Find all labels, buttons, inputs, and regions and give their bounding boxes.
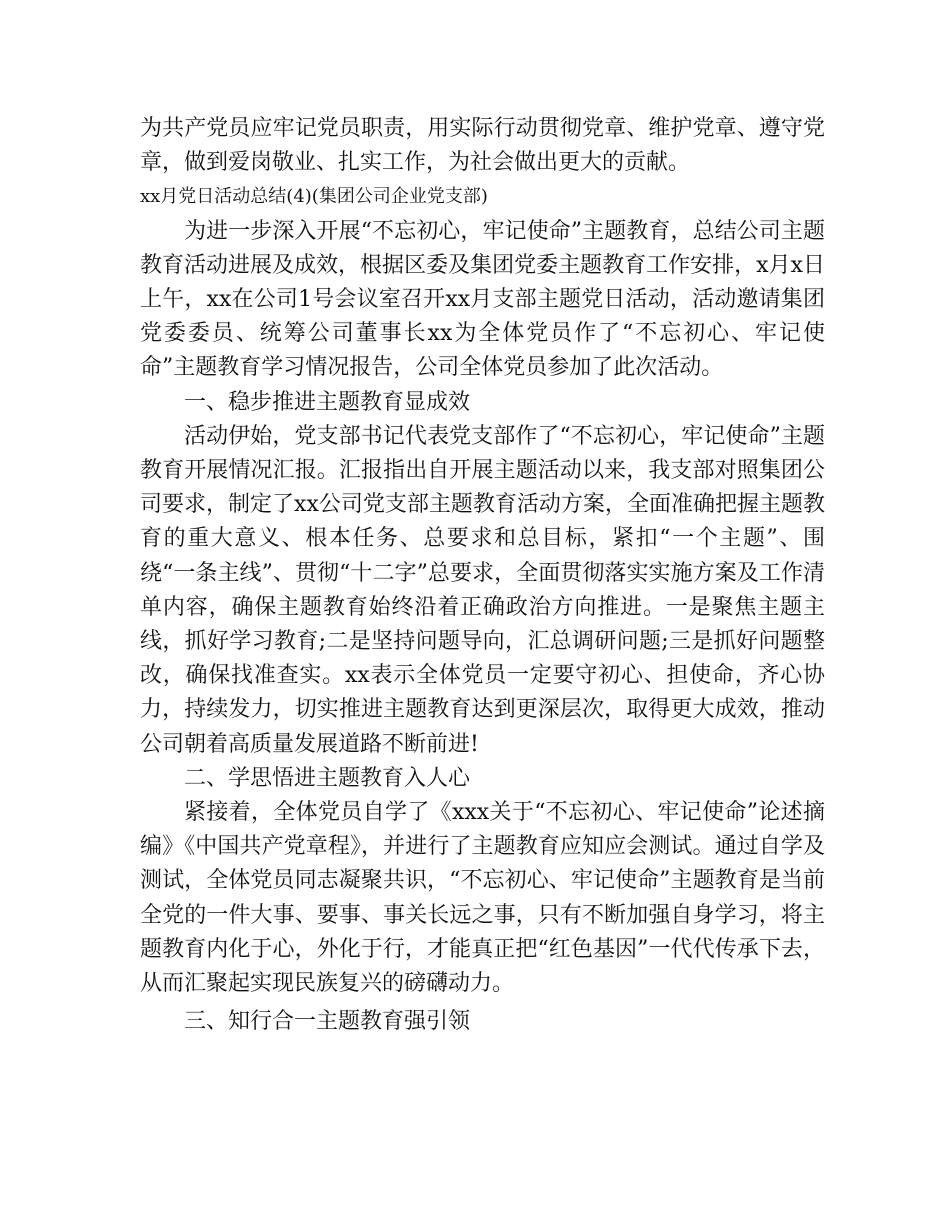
paragraph-intro: 为进一步深入开展“不忘初心，牢记使命”主题教育，总结公司主题教育活动进展及成效，根据区委及集团党委主题教育工作安排，x月x日上午，xx在公司1号会议室召开xx月支部主题党日活动，活动邀请集团党委委员、统筹公司董事长xx为全体党员作了“不忘初心、牢记使命”主题教育学习情况报告，公司全体党员参加了此次活动。 [140,218,825,381]
section-title-3: 三、知行合一主题教育强引领 [184,1009,471,1035]
document-page [140,112,825,1039]
section-title-1: 一、稳步推进主题教育显成效 [184,389,471,415]
paragraph-section-2: 紧接着，全体党员自学了《xxx关于“不忘初心、牢记使命”论述摘编》《中国共产党章程》，并进行了主题教育应知应会测试。通过自学及测试，全体党员同志凝聚共识，“不忘初心、牢记使命”主题教育是当前全党的一件大事、要事、事关长远之事，只有不断加强自身学习，将主题教育内化于心，外化于行，才能真正把“红色基因”一代代传承下去，从而汇聚起实现民族复兴的磅礴动力。 [140,800,825,997]
section-title-2: 二、学思悟进主题教育入人心 [184,765,471,791]
document-heading: xx月党日活动总结(4)(集团公司企业党支部) [140,186,488,208]
paragraph-section-1: 活动伊始，党支部书记代表党支部作了“不忘初心，牢记使命”主题教育开展情况汇报。汇报指出自开展主题活动以来，我支部对照集团公司要求，制定了xx公司党支部主题教育活动方案，全面准确把握主题教育的重大意义、根本任务、总要求和总目标，紧扣“一个主题”、围绕“一条主线”、贯彻“十二字”总要求，全面贯彻落实实施方案及工作清单内容，确保主题教育始终沿着正确政治方向推进。一是聚焦主题主线，抓好学习教育;二是坚持问题导向，汇总调研问题;三是抓好问题整改，确保找准查实。xx表示全体党员一定要守初心、担使命，齐心协力，持续发力，切实推进主题教育达到更深层次，取得更大成效，推动公司朝着高质量发展道路不断前进! [140,423,825,757]
paragraph-continued: 为共产党员应牢记党员职责，用实际行动贯彻党章、维护党章、遵守党章，做到爱岗敬业、扎实工作，为社会做出更大的贡献。 [140,116,825,176]
